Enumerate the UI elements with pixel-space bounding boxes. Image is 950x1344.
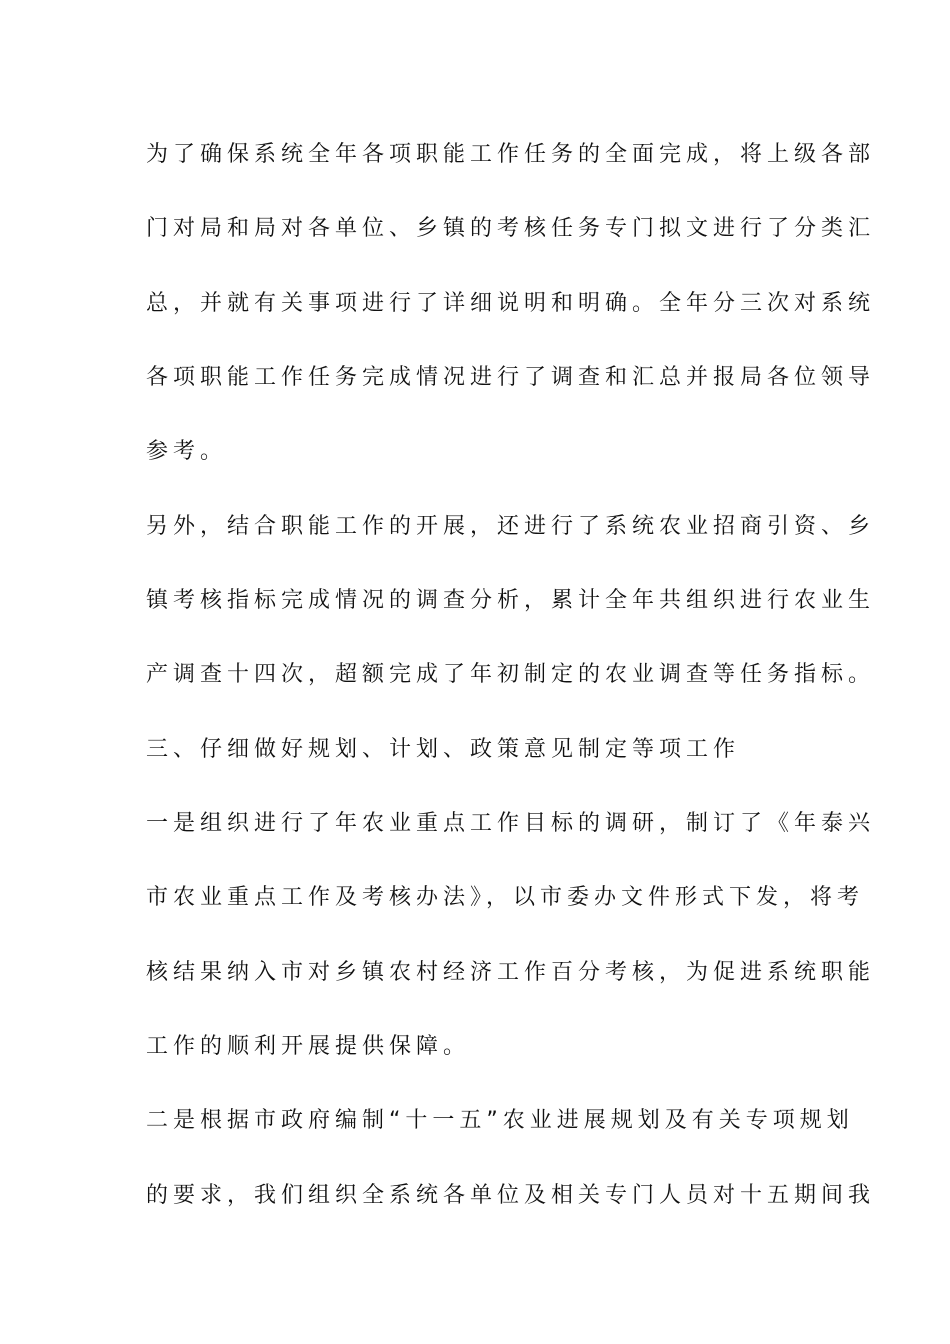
text-line-6: 另外，结合职能工作的开展，还进行了系统农业招商引资、乡 [146, 514, 876, 539]
text-line-14: 二是根据市政府编制“十一五”农业进展规划及有关专项规划 [146, 1108, 854, 1133]
text-line-10: 一是组织进行了年农业重点工作目标的调研，制订了《年泰兴 [146, 811, 876, 836]
text-line-7: 镇考核指标完成情况的调查分析，累计全年共组织进行农业生 [146, 588, 876, 613]
text-line-1: 为了确保系统全年各项职能工作任务的全面完成，将上级各部 [146, 142, 876, 167]
text-line-3: 总，并就有关事项进行了详细说明和明确。全年分三次对系统 [146, 291, 876, 316]
text-line-13: 工作的顺利开展提供保障。 [146, 1034, 471, 1059]
section-heading: 三、仔细做好规划、计划、政策意见制定等项工作 [146, 737, 741, 762]
text-line-5: 参考。 [146, 439, 228, 464]
text-line-2: 门对局和局对各单位、乡镇的考核任务专门拟文进行了分类汇 [146, 216, 876, 241]
text-line-11: 市农业重点工作及考核办法》，以市委办文件形式下发，将考 [146, 885, 865, 910]
text-line-12: 核结果纳入市对乡镇农村经济工作百分考核，为促进系统职能 [146, 960, 876, 985]
text-line-4: 各项职能工作任务完成情况进行了调查和汇总并报局各位领导 [146, 365, 876, 390]
text-line-15: 的要求，我们组织全系统各单位及相关专门人员对十五期间我 [146, 1183, 876, 1208]
text-line-8: 产调查十四次，超额完成了年初制定的农业调查等任务指标。 [146, 662, 876, 687]
